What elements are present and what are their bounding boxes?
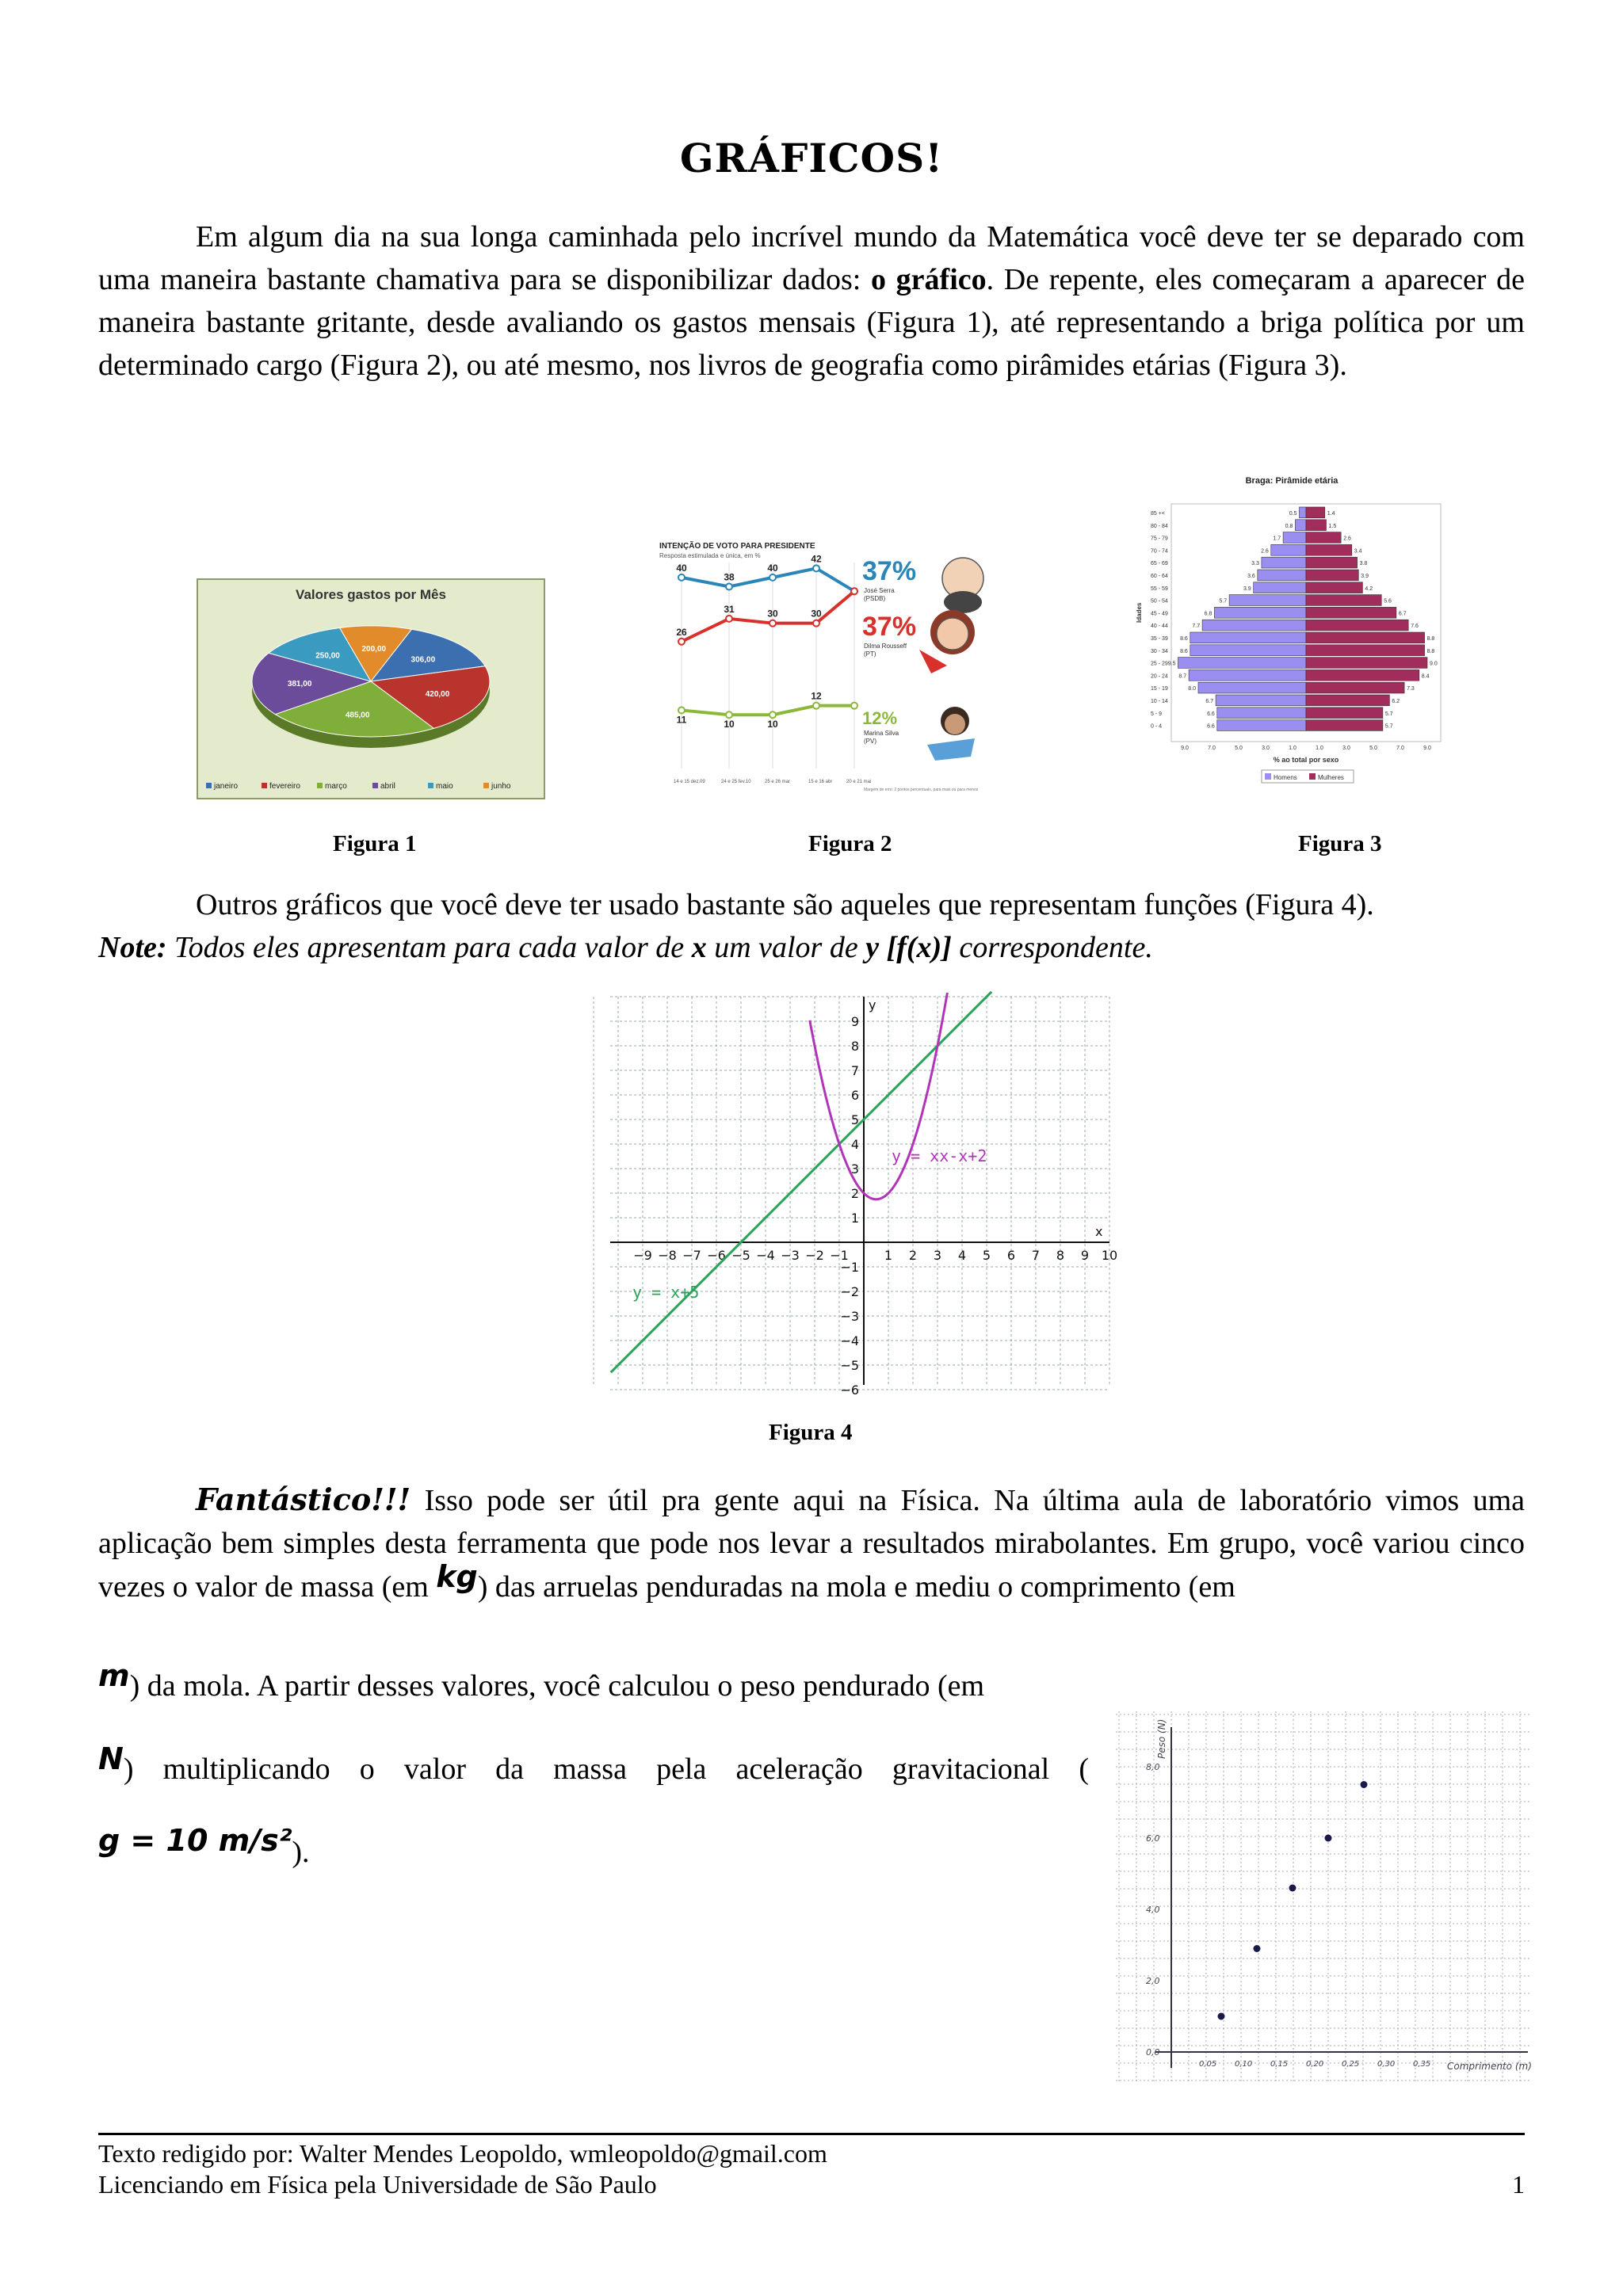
vote-subtitle: Resposta estimulada e única, em % xyxy=(659,552,761,559)
men-value: 6.6 xyxy=(1207,723,1215,730)
note-x: x xyxy=(691,931,707,964)
x-tick-label: 9 xyxy=(1080,1248,1090,1263)
age-group-label: 20 - 24 xyxy=(1151,673,1168,680)
legend-abril: abril xyxy=(380,782,395,791)
serra-point xyxy=(678,574,685,581)
men-bar xyxy=(1190,632,1306,643)
marina-point xyxy=(769,711,776,718)
men-value: 1.7 xyxy=(1273,536,1281,542)
figure-1-pie-chart xyxy=(197,578,545,799)
y-tick-label: 5 xyxy=(850,1112,859,1127)
age-group-label: 70 - 74 xyxy=(1151,548,1168,555)
men-bar xyxy=(1178,658,1307,669)
scatter-ytick: 6,0 xyxy=(1146,1833,1160,1844)
y-tick-label: 6 xyxy=(850,1088,859,1103)
women-bar xyxy=(1306,532,1341,543)
x-tick-label: 1 xyxy=(884,1248,893,1263)
y-axis-label: y xyxy=(869,997,876,1013)
y-tick-label: 8 xyxy=(850,1039,859,1054)
women-bar xyxy=(1306,544,1352,555)
scatter-ytick: 4,0 xyxy=(1146,1905,1160,1915)
serra-value: 42 xyxy=(811,553,822,565)
unit-N: N xyxy=(98,1741,124,1776)
marina-point xyxy=(851,703,857,709)
y-tick-label: −1 xyxy=(840,1260,859,1275)
men-value: 7.7 xyxy=(1192,624,1201,630)
pyramid-title: Braga: Pirâmide etária xyxy=(1245,476,1338,486)
scatter-xlabel: Comprimento (m) xyxy=(1447,2061,1532,2072)
women-value: 3.8 xyxy=(1359,561,1368,567)
caricature-illustration xyxy=(919,558,983,761)
men-bar xyxy=(1214,607,1306,618)
age-group-label: 35 - 39 xyxy=(1151,636,1168,642)
scatter-point xyxy=(1289,1885,1296,1892)
women-bar xyxy=(1306,582,1362,593)
pie-label-janeiro: 306,00 xyxy=(411,655,436,665)
women-value: 7.6 xyxy=(1411,624,1419,630)
x-axis-label: x xyxy=(1095,1224,1103,1239)
scatter-ytick: 2,0 xyxy=(1146,1976,1160,1986)
scatter-point xyxy=(1254,1945,1261,1952)
dilma-point xyxy=(769,620,776,627)
unit-kg: kg xyxy=(436,1559,478,1594)
scatter-xtick: 0,25 xyxy=(1342,2060,1360,2069)
pie-chart-svg xyxy=(198,580,544,798)
pyramid-xtick: 9.0 xyxy=(1423,746,1431,751)
age-group-label: 25 - 29 xyxy=(1151,661,1168,667)
pyramid-xtick: 3.0 xyxy=(1342,746,1350,751)
pyramid-xtick: 5.0 xyxy=(1369,746,1377,751)
women-value: 5.7 xyxy=(1384,711,1393,717)
figure-2-caption: Figura 2 xyxy=(808,831,892,856)
pie-label-março: 485,00 xyxy=(345,711,370,720)
y-tick-label: 1 xyxy=(850,1211,859,1226)
gravity-formula: g = 10 m/s² xyxy=(98,1823,292,1858)
footer-author: Texto redigido por: Walter Mendes Leopoldo, wmleopoldo@gmail.com xyxy=(98,2139,827,2168)
pie-title: Valores gastos por Mês xyxy=(296,587,446,602)
unit-m: m xyxy=(98,1658,130,1693)
women-value: 6.7 xyxy=(1398,611,1407,617)
scatter-ytick: 0,0 xyxy=(1146,2047,1160,2058)
women-bar xyxy=(1306,682,1404,693)
serra-point xyxy=(813,565,819,571)
legend-swatch-janeiro xyxy=(206,783,212,788)
women-bar xyxy=(1306,632,1425,643)
dilma-value: 30 xyxy=(811,608,822,620)
legend-fevereiro: fevereiro xyxy=(269,782,300,791)
men-value: 3.6 xyxy=(1247,574,1255,579)
men-bar xyxy=(1283,532,1306,543)
scatter-xtick: 0,15 xyxy=(1270,2060,1289,2069)
marina-point xyxy=(813,703,819,709)
pie-label-maio: 250,00 xyxy=(315,651,340,661)
age-group-label: 10 - 14 xyxy=(1151,699,1168,704)
y-tick-label: −3 xyxy=(840,1309,859,1324)
intro-text-2: . De repente, eles começaram a aparecer de maneira bastante gritante, desde avaliando os gastos mensais (Figura 1), até representando a briga política por um determinado cargo (Figura 2), ou até mesmo, nos livros de geografia como pirâmides etárias (Figura 3). xyxy=(98,263,1525,382)
vote-date: 20 e 21 mai xyxy=(846,780,872,784)
serra-value: 38 xyxy=(724,571,735,583)
men-bar xyxy=(1295,520,1306,531)
legend-swatch-fevereiro xyxy=(262,783,267,788)
vote-date: 15 e 16 abr xyxy=(808,780,833,784)
men-bar xyxy=(1258,570,1306,581)
page-number: 1 xyxy=(1512,2170,1525,2199)
legend-swatch-maio xyxy=(428,783,433,788)
vote-date: 14 e 15 dez.09 xyxy=(674,780,705,784)
vote-footnote: Margem de erro: 2 pontos percentuais, para mais ou para menos xyxy=(864,788,979,792)
women-value: 3.4 xyxy=(1354,548,1362,555)
serra-point xyxy=(769,574,776,581)
line-label: y = x+5 xyxy=(632,1283,700,1302)
men-bar xyxy=(1254,582,1306,593)
y-tick-label: −4 xyxy=(840,1333,859,1348)
vote-title: INTENÇÃO DE VOTO PARA PRESIDENTE xyxy=(659,542,815,551)
x-tick-label: −5 xyxy=(731,1248,750,1263)
women-value: 3.9 xyxy=(1361,574,1369,579)
x-tick-label: 8 xyxy=(1056,1248,1065,1263)
women-bar xyxy=(1306,620,1408,631)
x-tick-label: 6 xyxy=(1006,1248,1016,1263)
legend-men: Homens xyxy=(1274,774,1297,781)
physics-text-5: ). xyxy=(292,1836,310,1869)
pie-label-junho: 200,00 xyxy=(361,645,387,654)
fantastico-word: Fantástico!!! xyxy=(196,1482,411,1517)
dilma-value: 30 xyxy=(767,608,778,620)
women-value: 6.2 xyxy=(1392,699,1400,704)
age-group-label: 5 - 9 xyxy=(1151,711,1163,717)
women-value: 1.4 xyxy=(1327,511,1335,517)
scatter-xtick: 0,05 xyxy=(1199,2060,1217,2069)
women-bar xyxy=(1306,595,1381,606)
x-tick-label: −3 xyxy=(781,1248,800,1263)
y-tick-label: 4 xyxy=(850,1137,859,1152)
legend-swatch-junho xyxy=(483,783,489,788)
women-bar xyxy=(1306,570,1358,581)
men-value: 0.5 xyxy=(1289,511,1297,517)
y-tick-label: 7 xyxy=(850,1063,859,1078)
x-tick-label: 5 xyxy=(982,1248,991,1263)
women-value: 8.4 xyxy=(1421,673,1430,680)
legend-swatch-abril xyxy=(372,783,378,788)
age-group-label: 85 +< xyxy=(1151,511,1165,517)
footer-divider xyxy=(98,2133,1525,2135)
pyramid-svg xyxy=(1133,472,1466,797)
x-tick-label: 4 xyxy=(957,1248,967,1263)
men-bar xyxy=(1271,544,1306,555)
physics-text-2: ) das arruelas penduradas na mola e mediu o comprimento (em xyxy=(477,1570,1235,1604)
scatter-point xyxy=(1325,1835,1332,1842)
men-bar xyxy=(1189,669,1306,681)
men-value: 5.7 xyxy=(1219,598,1228,605)
age-group-label: 15 - 19 xyxy=(1151,686,1168,692)
x-tick-label: −8 xyxy=(658,1248,677,1263)
physics-paragraph-cont xyxy=(98,1658,1089,1707)
pie-label-fevereiro: 420,00 xyxy=(425,690,450,700)
pyramid-xtick: 9.0 xyxy=(1181,746,1189,751)
figure-4-function-graph xyxy=(610,997,1118,1398)
physics-text-3: ) da mola. A partir desses valores, você calculou o peso pendurado (em xyxy=(129,1669,985,1703)
men-value: 0.8 xyxy=(1285,523,1293,529)
marina-name: Marina Silva xyxy=(864,730,899,737)
men-value: 8.6 xyxy=(1180,636,1188,642)
pyramid-xlabel: % ao total por sexo xyxy=(1273,756,1339,764)
note-y: y [f(x)] xyxy=(865,931,952,964)
note-text-a: Todos eles apresentam para cada valor de xyxy=(166,931,692,964)
legend-maio: maio xyxy=(436,782,453,791)
women-value: 5.6 xyxy=(1384,598,1392,605)
scatter-svg xyxy=(1116,1711,1531,2093)
men-value: 3.9 xyxy=(1243,585,1251,592)
dilma-point xyxy=(678,639,685,645)
women-value: 7.3 xyxy=(1407,686,1415,692)
figure-2-line-chart xyxy=(658,531,1006,797)
dilma-point xyxy=(813,620,819,627)
figure-3-caption: Figura 3 xyxy=(1298,831,1382,856)
men-bar xyxy=(1262,557,1306,568)
men-value: 6.7 xyxy=(1205,699,1214,704)
physics-paragraph-cont2 xyxy=(98,1741,1089,1791)
legend-março: março xyxy=(325,782,347,791)
men-value: 8.6 xyxy=(1180,648,1188,654)
serra-point xyxy=(726,583,732,589)
legend-janeiro: janeiro xyxy=(214,782,239,791)
serra-party: (PSDB) xyxy=(864,595,886,602)
men-bar xyxy=(1300,507,1307,518)
y-tick-label: 3 xyxy=(850,1161,859,1177)
men-value: 8.7 xyxy=(1178,673,1187,680)
physics-text-1: Isso pode ser útil pra gente aqui na Física. Na última aula de laboratório vimos uma aplicação bem simples desta ferramenta que pode nos levar a resultados mirabolantes. Em grupo, você variou cinco vezes o valor de massa (em xyxy=(98,1484,1525,1604)
pie-label-abril: 381,00 xyxy=(287,680,312,689)
vote-chart-svg xyxy=(658,531,1006,797)
women-value: 9.0 xyxy=(1430,661,1438,667)
x-tick-label: −7 xyxy=(682,1248,701,1263)
vote-date: 25 e 26 mar xyxy=(765,780,791,784)
physics-text-4: ) multiplicando o valor da massa pela aceleração gravitacional ( xyxy=(123,1753,1089,1786)
men-bar xyxy=(1229,595,1306,606)
scatter-xtick: 0,30 xyxy=(1377,2060,1396,2069)
marina-value: 12 xyxy=(811,690,822,702)
x-tick-label: 2 xyxy=(908,1248,918,1263)
men-value: 6.8 xyxy=(1204,611,1212,617)
women-bar xyxy=(1306,707,1383,719)
y-tick-label: −5 xyxy=(840,1358,859,1373)
functions-paragraph xyxy=(98,883,1525,969)
serra-final: 37% xyxy=(862,556,917,586)
footer-institution: Licenciando em Física pela Universidade de São Paulo xyxy=(98,2170,657,2199)
physics-paragraph-cont3 xyxy=(98,1823,1089,1874)
men-bar xyxy=(1217,720,1306,731)
pyramid-xtick: 7.0 xyxy=(1208,746,1216,751)
men-value: 8.0 xyxy=(1188,686,1196,692)
line-y-x-plus-5 xyxy=(611,992,991,1373)
age-group-label: 50 - 54 xyxy=(1151,598,1168,605)
marina-party: (PV) xyxy=(864,738,876,745)
women-bar xyxy=(1306,607,1396,618)
scatter-xtick: 0,20 xyxy=(1306,2060,1324,2069)
dilma-value: 31 xyxy=(724,603,735,615)
men-bar xyxy=(1217,707,1306,719)
legend-swatch-março xyxy=(317,783,323,788)
marina-final: 12% xyxy=(862,708,898,728)
scatter-point xyxy=(1361,1781,1368,1788)
marina-point xyxy=(678,707,685,713)
y-tick-label: −6 xyxy=(840,1383,859,1398)
x-tick-label: −6 xyxy=(707,1248,726,1263)
intro-paragraph xyxy=(98,215,1525,387)
marina-value: 10 xyxy=(724,719,735,730)
pyramid-xtick: 1.0 xyxy=(1289,746,1296,751)
age-group-label: 80 - 84 xyxy=(1151,523,1168,529)
women-value: 1.5 xyxy=(1328,523,1337,529)
women-bar xyxy=(1306,507,1325,518)
age-group-label: 30 - 34 xyxy=(1151,648,1168,654)
figure-5-scatter-plot xyxy=(1116,1711,1531,2093)
dilma-final: 37% xyxy=(862,612,917,642)
x-tick-label: 3 xyxy=(933,1248,942,1263)
y-tick-label: −2 xyxy=(840,1284,859,1299)
marina-value: 11 xyxy=(676,714,687,726)
pyramid-xtick: 1.0 xyxy=(1316,746,1323,751)
age-group-label: 75 - 79 xyxy=(1151,536,1168,542)
physics-paragraph xyxy=(98,1478,1525,1608)
note-text-c: correspondente. xyxy=(951,931,1153,964)
legend-men-swatch xyxy=(1265,773,1271,780)
men-bar xyxy=(1216,695,1306,706)
age-group-label: 40 - 44 xyxy=(1151,624,1168,630)
age-group-label: 45 - 49 xyxy=(1151,611,1168,617)
x-tick-label: −4 xyxy=(756,1248,775,1263)
x-tick-label: 7 xyxy=(1031,1248,1041,1263)
men-bar xyxy=(1202,620,1306,631)
note-label: Note: xyxy=(98,931,167,964)
parabola-label: y = xx-x+2 xyxy=(892,1146,987,1165)
men-bar xyxy=(1190,645,1306,656)
dilma-point xyxy=(726,616,732,622)
legend-women: Mulheres xyxy=(1318,774,1344,781)
age-group-label: 55 - 59 xyxy=(1151,585,1168,592)
intro-bold: o gráfico xyxy=(871,263,987,296)
men-bar xyxy=(1198,682,1306,693)
women-value: 4.2 xyxy=(1365,585,1373,592)
figure-4-caption: Figura 4 xyxy=(769,1420,853,1445)
scatter-xtick: 0,35 xyxy=(1413,2060,1431,2069)
men-value: 9.5 xyxy=(1167,661,1176,667)
women-bar xyxy=(1306,557,1358,568)
scatter-ytick: 8,0 xyxy=(1146,1762,1160,1772)
x-tick-label: −2 xyxy=(805,1248,824,1263)
marina-point xyxy=(726,711,732,718)
figure-3-population-pyramid xyxy=(1133,472,1466,797)
y-tick-label: 9 xyxy=(850,1014,859,1029)
age-group-label: 60 - 64 xyxy=(1151,574,1168,579)
pyramid-ylabel: Idades xyxy=(1136,602,1143,623)
x-tick-label: −9 xyxy=(633,1248,652,1263)
dilma-party: (PT) xyxy=(864,650,876,658)
serra-name: José Serra xyxy=(864,587,895,594)
vote-date: 24 e 25 fev.10 xyxy=(721,780,751,784)
women-bar xyxy=(1306,520,1327,531)
dilma-name: Dilma Rousseff xyxy=(864,643,907,650)
women-bar xyxy=(1306,695,1389,706)
page-title: GRÁFICOS! xyxy=(679,135,944,181)
note-text-b: um valor de xyxy=(706,931,866,964)
women-value: 8.8 xyxy=(1426,636,1435,642)
legend-junho: junho xyxy=(491,782,511,791)
scatter-point xyxy=(1218,2013,1225,2020)
intro-text-1: Em algum dia na sua longa caminhada pelo incrível mundo da Matemática você deve ter se deparado com uma maneira bastante chamativa para se disponibilizar dados: xyxy=(98,220,1525,296)
legend-women-swatch xyxy=(1309,773,1316,780)
marina-value: 10 xyxy=(767,719,778,730)
women-value: 2.6 xyxy=(1343,536,1351,542)
pyramid-xtick: 7.0 xyxy=(1396,746,1404,751)
x-tick-label: −1 xyxy=(830,1248,849,1263)
serra-value: 40 xyxy=(676,562,687,574)
women-value: 8.8 xyxy=(1426,648,1435,654)
functions-text: Outros gráficos que você deve ter usado bastante são aqueles que representam funções (Figura 4). xyxy=(196,888,1374,921)
men-value: 2.6 xyxy=(1261,548,1269,555)
dilma-value: 26 xyxy=(676,626,687,638)
women-value: 5.7 xyxy=(1384,723,1393,730)
figure-1-caption: Figura 1 xyxy=(333,831,417,856)
women-bar xyxy=(1306,645,1425,656)
age-group-label: 0 - 4 xyxy=(1151,723,1163,730)
x-tick-label: 10 xyxy=(1101,1248,1118,1263)
pyramid-xtick: 3.0 xyxy=(1262,746,1270,751)
women-bar xyxy=(1306,669,1419,681)
marina-line xyxy=(682,706,854,715)
men-value: 6.6 xyxy=(1207,711,1215,717)
age-group-label: 65 - 69 xyxy=(1151,561,1168,567)
y-tick-label: 2 xyxy=(850,1186,859,1201)
dilma-point xyxy=(851,588,857,594)
serra-value: 40 xyxy=(767,562,778,574)
pyramid-xtick: 5.0 xyxy=(1235,746,1243,751)
scatter-ylabel: Peso (N) xyxy=(1156,1718,1167,1759)
women-bar xyxy=(1306,720,1383,731)
men-value: 3.3 xyxy=(1251,561,1259,567)
scatter-xtick: 0,10 xyxy=(1235,2060,1253,2069)
function-graph-svg xyxy=(610,997,1118,1398)
women-bar xyxy=(1306,658,1427,669)
